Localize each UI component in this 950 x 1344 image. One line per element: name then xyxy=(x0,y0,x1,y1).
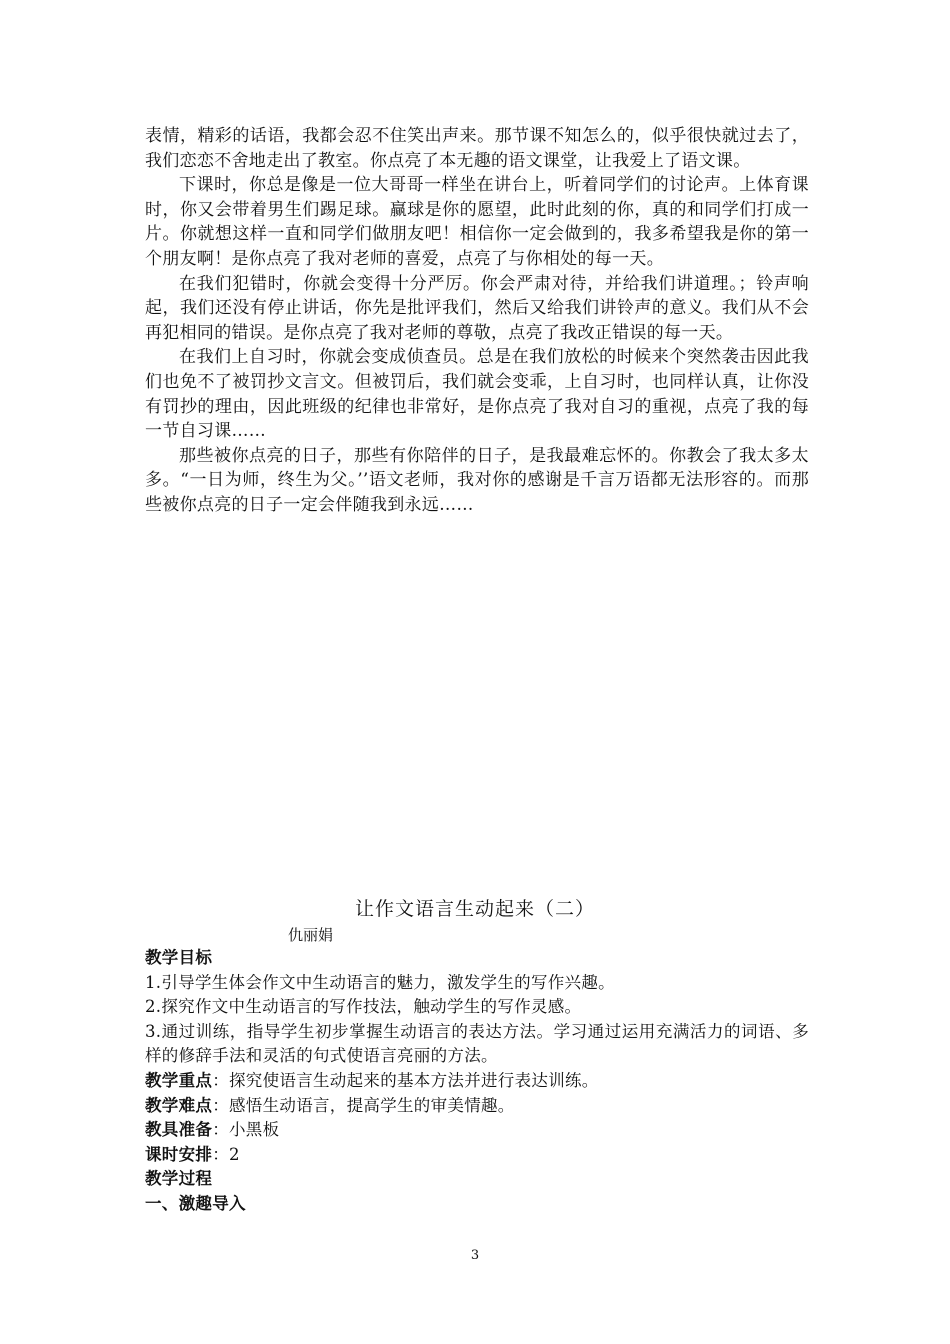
key-point-text: ：探究使语言生动起来的基本方法并进行表达训练。 xyxy=(212,1070,599,1090)
goals-heading: 教学目标 xyxy=(145,948,213,967)
difficulty-row xyxy=(145,1094,809,1119)
hours-text: ：2 xyxy=(212,1144,240,1164)
process-heading: 教学过程 xyxy=(145,1169,213,1189)
page-number: 3 xyxy=(470,1248,480,1263)
difficulty-text: ：感悟生动语言，提高学生的审美情趣。 xyxy=(212,1095,515,1115)
key-point-row xyxy=(145,1069,809,1094)
tools-row xyxy=(145,1118,809,1143)
tools-text: ：小黑板 xyxy=(212,1120,280,1140)
hours-label: 课时安排 xyxy=(145,1144,213,1164)
essay-paragraph: 下课时，你总是像是一位大哥哥一样坐在讲台上，听着同学们的讨论声。上体育课时，你又会带着男生们踢足球。赢球是你的愿望，此时此刻的你，真的和同学们打成一片。你就想这样一直和同学们做朋友吧！相信你一定会做到的，我多希望我是你的第一个朋友啊！是你点亮了我对老师的喜爱，点亮了与你相处的每一天。 xyxy=(145,175,809,269)
lesson-plan xyxy=(145,946,809,1217)
lesson-title: 让作文语言生动起来（二） xyxy=(354,898,595,920)
lesson-author: 仇丽娟 xyxy=(288,926,334,944)
goal-item: 1.引导学生体会作文中生动语言的魅力，激发学生的写作兴趣。 xyxy=(145,972,615,992)
essay-paragraph: 在我们上自习时，你就会变成侦查员。总是在我们放松的时候来个突然袭击因此我们也免不了被罚抄文言文。但被罚后，我们就会变乖，上自习时，也同样认真，让你没有罚抄的理由，因此班级的纪律也非常好，是你点亮了我对自习的重视，点亮了我的每一节自习课…… xyxy=(145,347,809,442)
essay-paragraph: 在我们犯错时，你就会变得十分严厉。你会严肃对待，并给我们讲道理。；铃声响起，我们还没有停止讲话，你先是批评我们，然后又给我们讲铃声的意义。我们从不会再犯相同的错误。是你点亮了我对老师的尊敬，点亮了我改正错误的每一天。 xyxy=(145,273,809,343)
essay-section xyxy=(145,124,809,518)
tools-label: 教具准备 xyxy=(145,1120,213,1140)
essay-paragraph: 表情，精彩的话语，我都会忍不住笑出声来。那节课不知怎么的，似乎很快就过去了，我们恋恋不舍地走出了教室。你点亮了本无趣的语文课堂，让我爱上了语文课。 xyxy=(145,126,809,171)
key-point-label: 教学重点 xyxy=(145,1070,213,1090)
goal-item: 3.通过训练，指导学生初步掌握生动语言的表达方法。学习通过运用充满活力的词语、多样的修辞手法和灵活的句式使语言亮丽的方法。 xyxy=(145,1021,809,1066)
hours-row xyxy=(145,1143,809,1168)
goal-item: 2.探究作文中生动语言的写作技法，触动学生的写作灵感。 xyxy=(145,997,582,1017)
essay-paragraph: 那些被你点亮的日子，那些有你陪伴的日子，是我最难忘怀的。你教会了我太多太多。“一日为师，终生为父。’’语文老师，我对你的感谢是千言万语都无法形容的。而那些被你点亮的日子一定会伴随我到永远…… xyxy=(145,445,809,515)
section-one-heading: 一、激趣导入 xyxy=(145,1193,246,1213)
difficulty-label: 教学难点 xyxy=(145,1095,213,1115)
